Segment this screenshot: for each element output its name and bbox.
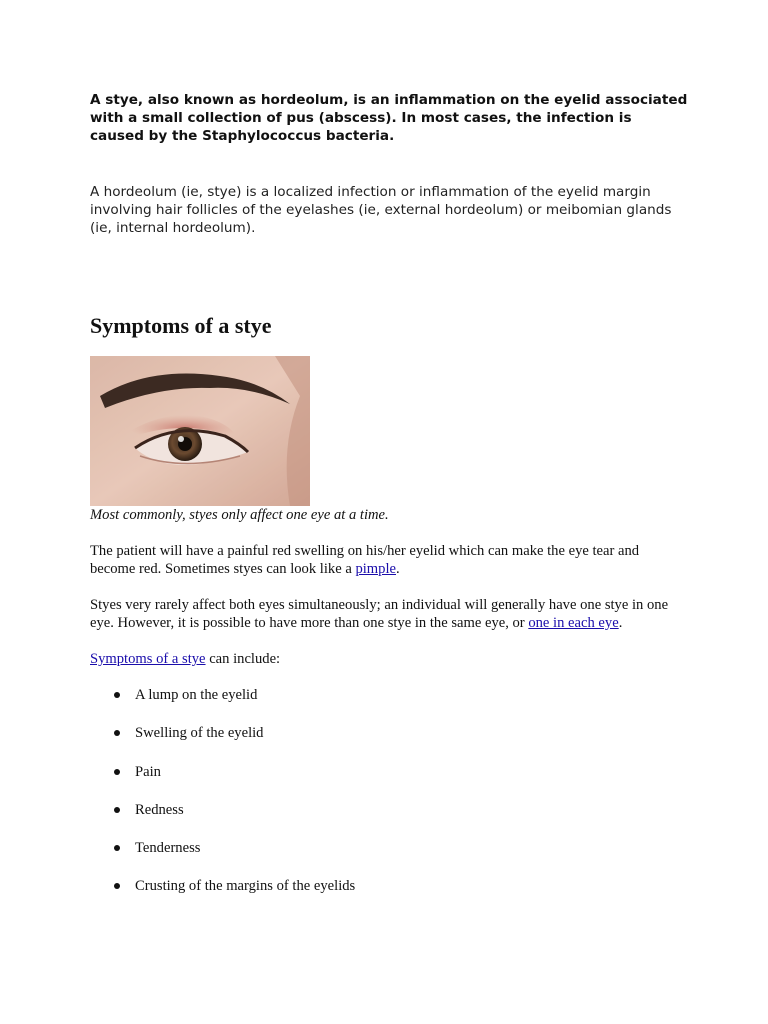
photo-caption: Most commonly, styes only affect one eye at a time.: [90, 507, 389, 523]
bullet-icon: [114, 845, 120, 851]
symptoms-of-a-stye-link[interactable]: Symptoms of a stye: [90, 651, 206, 667]
eye-photo: [90, 356, 310, 506]
list-item-label: Redness: [135, 801, 184, 818]
section-heading: Symptoms of a stye: [90, 313, 272, 338]
list-item-label: A lump on the eyelid: [135, 687, 258, 703]
list-item-label: Crusting of the margins of the eyelids: [135, 878, 356, 895]
list-item: [90, 839, 355, 877]
list-item-label: Pain: [135, 763, 161, 780]
list-item-label: Tenderness: [135, 840, 201, 857]
definition-paragraph: A hordeolum (ie, stye) is a localized infection or inflammation of the eyelid margin involving hair follicles of the eyelashes (ie, external hordeolum) or meibomian glands (ie, internal hordeolum).: [90, 184, 672, 236]
list-item: [90, 686, 355, 724]
bullet-icon: [114, 769, 120, 775]
paragraph-text: The patient will have a painful red swelling on his/her eyelid which can make the eye tear and become red. Sometimes styes can look like a: [90, 543, 640, 577]
list-item: [90, 877, 355, 915]
paragraph-text: Styes very rarely affect both eyes simultaneously; an individual will generally have one stye in one eye. However, it is possible to have more than one stye in the same eye, or: [90, 597, 669, 631]
bullet-icon: [114, 730, 120, 736]
both-eyes-paragraph: [90, 596, 680, 632]
list-item: [90, 801, 355, 839]
symptom-description-paragraph: [90, 542, 680, 578]
paragraph-text: can include:: [205, 651, 281, 667]
list-item: [90, 763, 355, 801]
bullet-icon: [114, 807, 120, 813]
one-in-each-eye-link[interactable]: one in each eye: [528, 615, 619, 631]
paragraph-end: .: [618, 615, 623, 631]
bullet-icon: [114, 692, 120, 698]
paragraph-end: .: [396, 561, 400, 577]
symptoms-intro-paragraph: [90, 650, 680, 668]
intro-lead-paragraph: A stye, also known as hordeolum, is an inflammation on the eyelid associated with a small collection of pus (abscess). In most cases, the infection is caused by the Staphylococcus bacteria.: [90, 92, 688, 144]
bullet-icon: [114, 883, 120, 889]
pimple-link[interactable]: pimple: [355, 561, 396, 577]
list-item: [90, 724, 355, 762]
list-item-label: Swelling of the eyelid: [135, 725, 264, 742]
symptoms-list: [90, 686, 355, 916]
